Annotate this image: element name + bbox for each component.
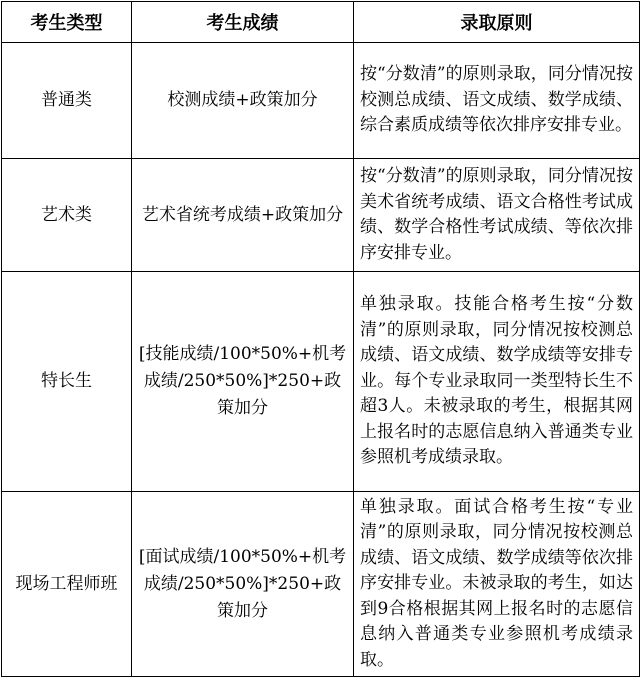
cell-score: 校测成绩+政策加分 xyxy=(132,43,354,159)
admission-table xyxy=(1,1,640,677)
cell-type: 现场工程师班 xyxy=(2,492,132,677)
cell-score: [技能成绩/100*50%+机考成绩/250*50%]*250+政策加分 xyxy=(132,272,354,492)
table-row xyxy=(2,159,640,272)
cell-type: 普通类 xyxy=(2,43,132,159)
cell-score: [面试成绩/100*50%+机考成绩/250*50%]*250+政策加分 xyxy=(132,492,354,677)
table-row xyxy=(2,43,640,159)
cell-rule: 单独录取。面试合格考生按“专业清”的原则录取，同分情况按校测总成绩、语文成绩、数学成绩等依次排序安排专业。未被录取的考生，如达到9合格根据其网上报名时的志愿信息纳入普通类专业参照机考成绩录取。 xyxy=(354,492,640,677)
cell-type: 艺术类 xyxy=(2,159,132,272)
table-row xyxy=(2,272,640,492)
cell-type: 特长生 xyxy=(2,272,132,492)
table-row xyxy=(2,492,640,677)
cell-rule: 按“分数清”的原则录取，同分情况按美术省统考成绩、语文合格性考试成绩、数学合格性考试成绩、等依次排序安排专业。 xyxy=(354,159,640,272)
cell-rule: 按“分数清”的原则录取，同分情况按校测总成绩、语文成绩、数学成绩、综合素质成绩等依次排序安排专业。 xyxy=(354,43,640,159)
cell-rule: 单独录取。技能合格考生按“分数清”的原则录取，同分情况按校测总成绩、语文成绩、数学成绩等安排专业。每个专业录取同一类型特长生不超3人。未被录取的考生，根据其网上报名时的志愿信息纳入普通类专业参照机考成绩录取。 xyxy=(354,272,640,492)
header-type: 考生类型 xyxy=(2,2,132,43)
header-row xyxy=(2,2,640,43)
header-rule: 录取原则 xyxy=(354,2,640,43)
header-score: 考生成绩 xyxy=(132,2,354,43)
cell-score: 艺术省统考成绩+政策加分 xyxy=(132,159,354,272)
